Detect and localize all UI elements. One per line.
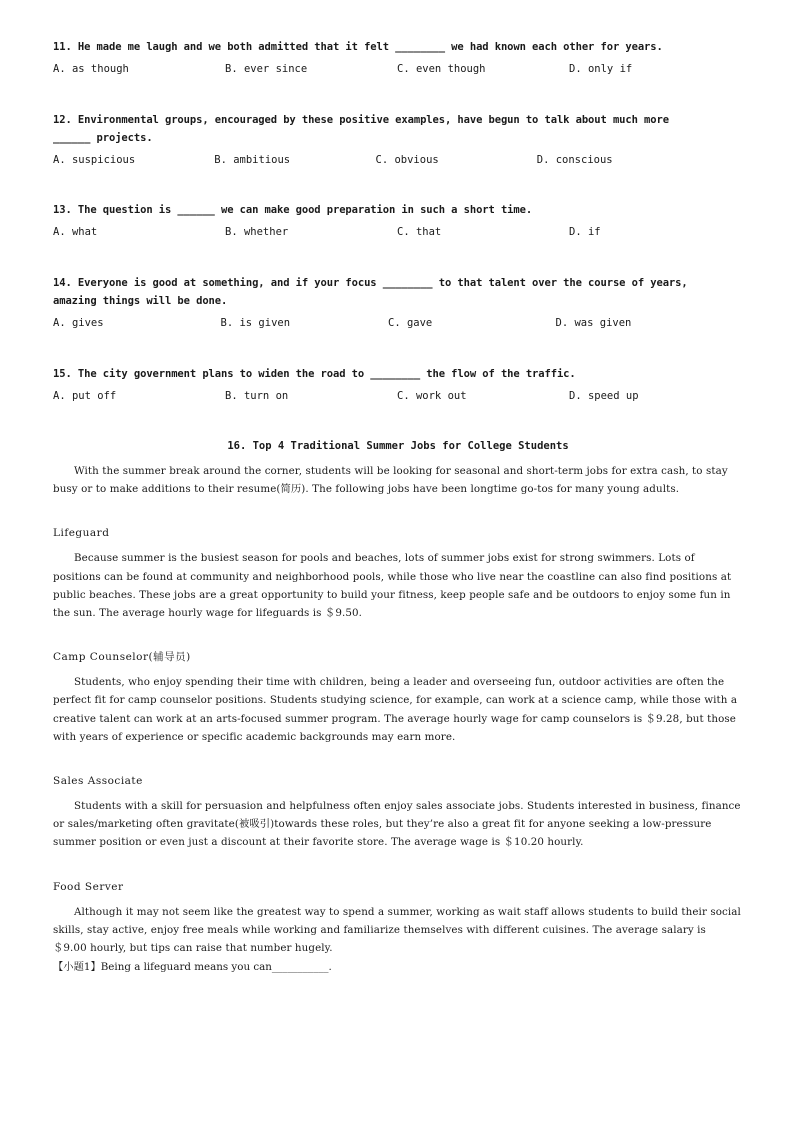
section-heading-camp-counselor: Camp Counselor(辅导员): [53, 651, 191, 664]
option-a: A. what: [53, 226, 98, 238]
option-c: C. work out: [397, 390, 467, 402]
option-b: B. is given: [220, 317, 291, 329]
section-text-food-server: Although it may not seem like the greatest way to spend a summer, working as wait staff allows students to build their social skills, stay active, enjoy free meals while working and familiarize themselves with different cuisines. The average salary is ＄9.00 hourly, but tips can raise that number hugely.: [53, 905, 741, 955]
reading-passage: [53, 437, 743, 976]
worksheet-page: [53, 38, 743, 976]
section-heading-food-server: Food Server: [53, 880, 124, 893]
option-d: D. only if: [569, 63, 633, 75]
question-stem: 14. Everyone is good at something, and if your focus ________ to that talent over the course of years, amazing things will be done.: [53, 277, 688, 307]
question-stem: 13. The question is ______ we can make good preparation in such a short time.: [53, 204, 533, 216]
option-c: C. gave: [388, 317, 433, 329]
option-row: [53, 223, 743, 241]
question-15: [53, 365, 743, 405]
question-11: [53, 38, 743, 78]
option-c: C. obvious: [375, 154, 439, 166]
option-a: A. gives: [53, 317, 104, 329]
question-12: [53, 111, 698, 169]
option-a: A. put off: [53, 390, 117, 402]
section-text-sales-associate: Students with a skill for persuasion and helpfulness often enjoy sales associate jobs. Students interested in business, finance or sales/marketing often gravitate(被吸引)towards these roles, but they’re also a great fit for anyone seeking a low-pressure summer position or even just a discount at their favorite store. The average wage is ＄10.20 hourly.: [53, 800, 741, 849]
passage-title: 16. Top 4 Traditional Summer Jobs for College Students: [227, 440, 569, 452]
option-d: D. speed up: [569, 390, 639, 402]
option-b: B. ambitious: [214, 154, 291, 166]
section-text-lifeguard: Because summer is the busiest season for pools and beaches, lots of summer jobs exist for strong swimmers. Lots of positions can be found at community and neighborhood pools, while those who live near the coastline can also find positions at public beaches. These jobs are a great opportunity to build your fitness, keep people safe and be outdoors to enjoy some fun in the sun. The average hourly wage for lifeguards is ＄9.50.: [53, 552, 732, 620]
option-row: [53, 60, 743, 78]
question-13: [53, 201, 743, 241]
option-c: C. that: [397, 226, 442, 238]
passage-intro: With the summer break around the corner, students will be looking for seasonal and short-term jobs for extra cash, to stay busy or to make additions to their resume(简历). The following jobs have been longtime go-tos for many young adults.: [53, 465, 728, 496]
option-row: [53, 151, 698, 169]
option-b: B. turn on: [225, 390, 289, 402]
question-stem: 12. Environmental groups, encouraged by these positive examples, have begun to talk about much more ______ projects.: [53, 114, 669, 144]
question-stem: 15. The city government plans to widen the road to ________ the flow of the traffic.: [53, 368, 576, 380]
section-heading-sales-associate: Sales Associate: [53, 775, 143, 788]
question-14: [53, 274, 723, 332]
option-b: B. ever since: [225, 63, 308, 75]
option-d: D. conscious: [536, 154, 613, 166]
option-a: A. suspicious: [53, 154, 136, 166]
option-c: C. even though: [397, 63, 486, 75]
option-d: D. if: [569, 226, 601, 238]
section-heading-lifeguard: Lifeguard: [53, 527, 110, 540]
option-row: [53, 387, 743, 405]
option-d: D. was given: [555, 317, 632, 329]
section-text-camp-counselor: Students, who enjoy spending their time with children, being a leader and overseeing fun, outdoor activities are often the perfect fit for camp counselor positions. Students studying science, for example, can work at a science camp, while those with a creative talent can work at an arts-focused summer program. The average hourly wage for camp counselors is ＄9.28, but those with years of experience or specific academic backgrounds may earn more.: [53, 676, 738, 743]
option-b: B. whether: [225, 226, 289, 238]
option-a: A. as though: [53, 63, 129, 75]
sub-question-1: 【小题1】Being a lifeguard means you can___________.: [53, 961, 332, 974]
question-stem: 11. He made me laugh and we both admitted that it felt ________ we had known each other for years.: [53, 41, 663, 53]
option-row: [53, 314, 723, 332]
